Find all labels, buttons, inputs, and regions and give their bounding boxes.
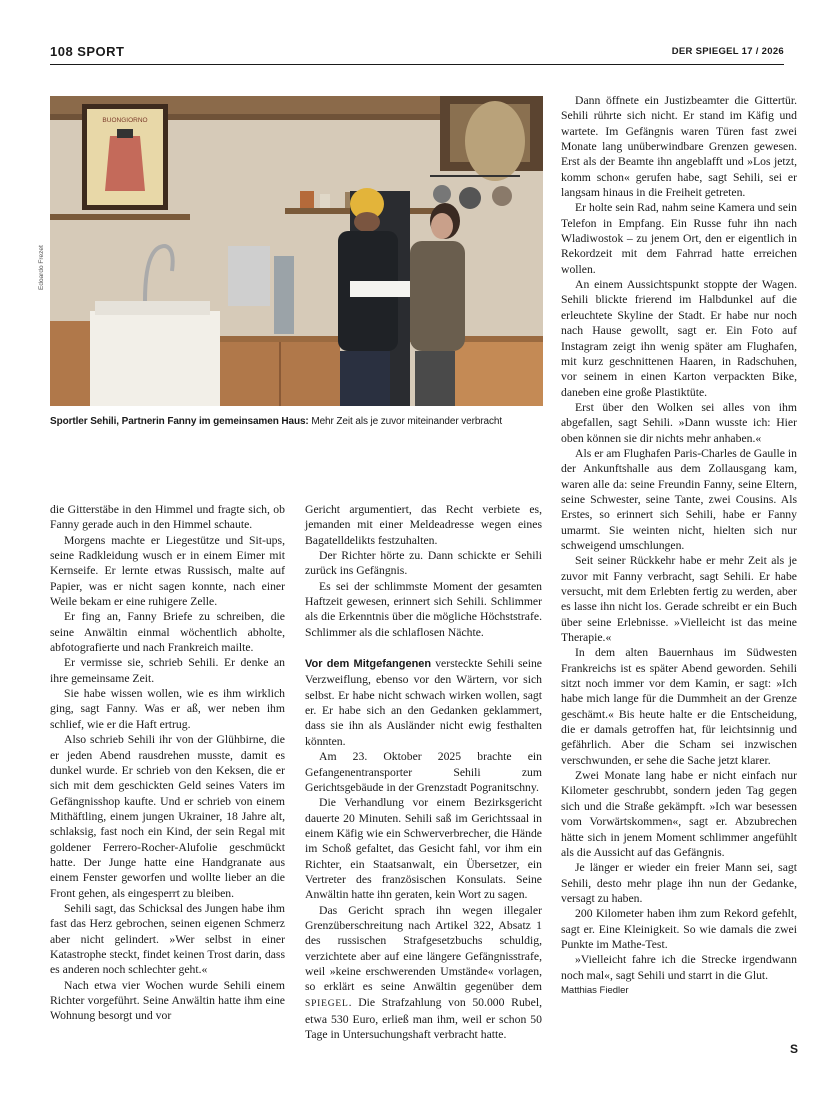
kitchen-photo bbox=[50, 96, 543, 406]
paragraph: Er fing an, Fanny Briefe zu schreiben, die seine Anwältin einmal wöchentlich abholte, abfotografierte und nach Frankreich mailte. bbox=[50, 610, 285, 655]
paragraph: Sie habe wissen wollen, wie es ihm wirklich ging, sagt Fanny. Was er aß, wer neben ihm schlief, wie er die Haft ertrug. bbox=[50, 687, 285, 731]
article-column-1 bbox=[50, 502, 285, 1024]
issue-label: DER SPIEGEL 17 / 2026 bbox=[671, 46, 784, 57]
author-name: Matthias Fiedler bbox=[561, 984, 629, 996]
page-header bbox=[50, 44, 784, 62]
end-mark: S bbox=[789, 1042, 798, 1056]
poster-text: BUONGIORNO bbox=[102, 117, 148, 124]
article-column-2 bbox=[305, 502, 542, 1043]
paragraph: Er holte sein Rad, nahm seine Kamera und sein Telefon in Empfang. Ein Russe fuhr ihn nach Wladiwostok – zu jenem Ort, den er eigentlich in Rekordzeit mit dem Fahrrad hatte erreichen wollen. bbox=[561, 201, 797, 276]
paragraph: Die Verhandlung vor einem Bezirksgericht dauerte 20 Minuten. Sehili saß im Gerichtssaal in einem Käfig wie ein Schwerverbrecher, die Hände im Schoß gefaltet, das Gesicht fahl, vor ihm ein Richter, ein Staatsanwalt, ein Übersetzer, ein Vertreter des französischen Konsulats. Seine Anwältin hatte ihn geraten, kein Wort zu sagen. bbox=[305, 796, 542, 902]
paragraph: »Vielleicht fahre ich die Strecke irgendwann noch mal«, sagt Sehili und starrt in die Glut. bbox=[561, 953, 797, 982]
caption-text: Mehr Zeit als je zuvor miteinander verbracht bbox=[308, 416, 503, 427]
paragraph: Er vermisse sie, schrieb Sehili. Er denke an ihre gemeinsame Zeit. bbox=[50, 656, 285, 685]
header-rule bbox=[50, 64, 784, 65]
magazine-name: SPIEGEL bbox=[305, 998, 349, 1009]
paragraph: An einem Aussichtspunkt stoppte der Wagen. Sehili blickte frierend im Halbdunkel auf die erleuchtete Skyline der Stadt. Er habe nur noch nach Hause gewollt, sagt er. Ein Foto auf Instagram zeigt ihn wenig später am Flughafen, mit kurz geschnittenen Haaren, in Radschuhen, vor seinem in einen Karton verpackten Bike, daneben eine große Plastiktüte. bbox=[561, 278, 797, 399]
paragraph: die Gitterstäbe in den Himmel und fragte sich, ob Fanny gerade auch in den Himmel schaute. bbox=[50, 503, 285, 532]
paragraph: Am 23. Oktober 2025 brachte ein Gefangenentransporter Sehili zum Gerichtsgebäude in der Grenzstadt Pogranitschny. bbox=[305, 750, 542, 794]
photo-caption bbox=[50, 415, 550, 428]
paragraph: Je länger er wieder ein freier Mann sei, sagt Sehili, desto mehr plage ihn nun der Gedanke, versagt zu haben. bbox=[561, 861, 797, 905]
paragraph: Sehili sagt, das Schicksal des Jungen habe ihm fast das Herz gebrochen, seinen eigenen Schmerz aber nicht gelindert. »Wer selbst in einer Katastrophe steckt, findet keinen Trost darin, dass es anderen noch schlechter geht.« bbox=[50, 901, 285, 977]
paragraph: Der Richter hörte zu. Dann schickte er Sehili zurück ins Gefängnis. bbox=[305, 549, 542, 578]
paragraph: Morgens machte er Liegestütze und Sit-ups, seine Radkleidung wusch er in einem Eimer mit Kernseife. Er lernte etwas Russisch, malte auf Papier, was er nicht sagen konnte, nach einer Weile bekam er eine ruhigere Zelle. bbox=[50, 533, 285, 609]
paragraph: In dem alten Bauernhaus im Südwesten Frankreichs ist es später Abend geworden. Sehili sitzt noch immer vor dem Kamin, er sagt: »Ich habe mich lange für die Dummheit an der Grenze geschämt.« Bis heute halte er die Entscheidung, die er damals getroffen hat, für leichtsinnig und gefährlich. Aber die Scham sei inzwischen verschwunden, er sehe die Sache jetzt klarer. bbox=[561, 646, 797, 767]
paragraph: Zwei Monate lang habe er nicht einfach nur Kilometer geschrubbt, sondern jeden Tag gegen sich und die Straße gekämpft. »Ich war besessen vom Vorwärtskommen«, sagt er. Abzubrechen hätte sich in jenem Moment schlimmer angefühlt als die Aussicht auf das Gefängnis. bbox=[561, 769, 797, 859]
paragraph: 200 Kilometer haben ihm zum Rekord gefehlt, sagt er. Eine Kleinigkeit. So wie damals die zwei Punkte im Mathe-Test. bbox=[561, 907, 797, 951]
paragraph: Als er am Flughafen Paris-Charles de Gaulle in der Ankunftshalle aus dem Zollausgang kam, waren alle da: seine Freundin Fanny, seine Eltern, seine Schwester, seine Tante, zwei Cousins. Als Erstes, so erinnert sich Sehili, habe er Fanny umarmt. Sie weinten nicht, hielten sich nur schweigend umschlungen. bbox=[561, 446, 797, 552]
article-column-3 bbox=[561, 93, 797, 998]
paragraph: Also schrieb Sehili ihr von der Glühbirne, die er jeden Abend rausdrehen musste, damit es dunkel wurde. Er schrieb von den Keksen, die er sich mit dem geschickten Geld seines Vaters im Gefängnisshop kaufte. Und er schrieb von einem Mithäftling, einem jungen Ukrainer, 18 Jahre alt, schlaksig, fast noch ein Kind, der sein Regal mit goldener Ferrero-Rocher-Alufolie geschmückt hatte. Der Junge hatte eine Handgranate aus einem Fenster geworfen und wollte lieber an die Front gehen, als eingesperrt zu bleiben. bbox=[50, 733, 285, 900]
paragraph: Erst über den Wolken sei alles von ihm abgefallen, sagt Sehili. »Dann wusste ich: Hier oben können sie dir nichts mehr anhaben.« bbox=[561, 400, 797, 445]
caption-lead: Sportler Sehili, Partnerin Fanny im gemeinsamen Haus: bbox=[50, 416, 309, 427]
page-number: 108 SPORT bbox=[50, 44, 125, 59]
paragraph: Gericht argumentiert, das Recht verbiete es, jemanden mit einer Meldeadresse wegen eines Bagatelldelikts festzuhalten. bbox=[305, 503, 542, 547]
paragraph-with-lead: Vor dem Mitgefangenen versteckte Sehili seine Verzweiflung, ebenso vor den Wärtern, vor sich selbst. Er habe nicht schwach wirken wollen, sagt er. Er habe sich an den Gedanken geklammert, dass sie ihn als Ausländer nicht ewig festhalten könnten. bbox=[305, 657, 542, 748]
photo-credit: Edoardo Frezet bbox=[38, 245, 45, 290]
paragraph: Nach etwa vier Wochen wurde Sehili einem Richter vorgeführt. Seine Anwältin hatte ihm eine Wohnung besorgt und vor bbox=[50, 978, 285, 1023]
paragraph: Das Gericht sprach ihn wegen illegaler Grenzüberschreitung nach Artikel 322, Absatz 1 des russischen Strafgesetzbuchs schuldig, verzichtete aber auf eine längere Gefängnisstrafe, weil »keine erschwerenden Umstände« vorlagen, so erklärt es seine Anwältin gegenüber dem SPIEGEL. Die Strafzahlung von 50.000 Rubel, etwa 530 Euro, erließ man ihm, weil er schon 50 Tage in Untersuchungshaft verbracht hatte. bbox=[305, 903, 542, 1042]
paragraph: Es sei der schlimmste Moment der gesamten Haftzeit gewesen, erinnert sich Sehili. Schlimmer als die Erkenntnis über die mögliche Höchststrafe. Schlimmer als die schlaflosen Nächte. bbox=[305, 579, 542, 639]
section-name: SPORT bbox=[77, 44, 125, 59]
paragraph-lead: Vor dem Mitgefangenen bbox=[305, 658, 432, 671]
paragraph: Seit seiner Rückkehr habe er mehr Zeit als je zuvor mit Fanny verbracht, sagt Sehili. Er habe versucht, mit dem Erlebten fertig zu werden, aber es lasse ihn nicht los. Gerade schreibt er ein Buch über seine Erlebnisse. »Vielleicht ist das meine Therapie.« bbox=[561, 554, 797, 645]
paragraph: Dann öffnete ein Justizbeamter die Gittertür. Sehili rührte sich nicht. Er stand im Käfig und wartete. Im Gefängnis waren Türen fast zwei Monate lang unüberwindbare Grenzen gewesen. Erst als der Beamte ihn angeblafft und »Los jetzt, komm schon« gerufen habe, sagt Sehili, sei er langsam hinaus in die Freiheit getreten. bbox=[561, 94, 797, 200]
